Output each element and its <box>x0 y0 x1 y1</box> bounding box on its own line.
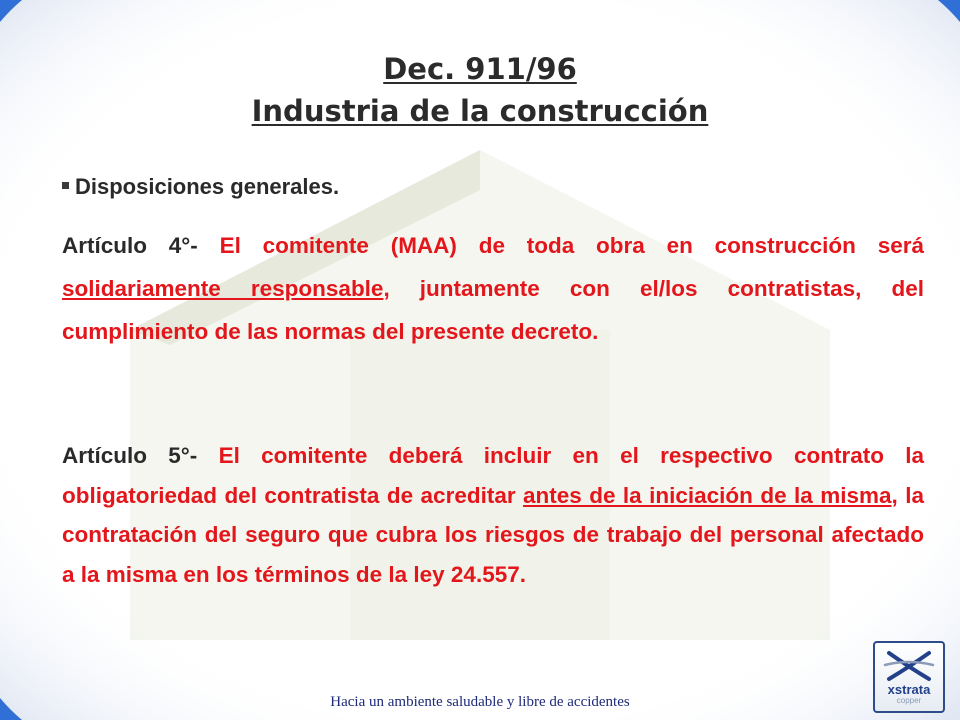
bullet-square-icon <box>62 182 69 189</box>
article-4-text: El comitente (MAA) de toda obra en construcción será <box>219 233 924 258</box>
corner-decoration-top-left <box>0 0 34 34</box>
page-title: Dec. 911/96 <box>383 52 577 86</box>
section-heading-text: Disposiciones generales. <box>75 174 340 199</box>
page-subtitle: Industria de la construcción <box>251 94 709 128</box>
article-5-text: El comitente deberá incluir en el respectivo contrato la obligatoriedad del contratista de acreditar <box>62 443 924 508</box>
article-5-label: Artículo 5°- <box>62 443 219 468</box>
article-4-text-end: , juntamente con el/los contratistas, del cumplimiento de las normas del presente decreto. <box>62 276 924 344</box>
article-5-underlined-text: antes de la iniciación de la misma <box>523 482 892 508</box>
article-5-paragraph <box>62 436 924 594</box>
company-logo <box>873 641 945 713</box>
article-5-text-end: , la contratación del seguro que cubra los riesgos de trabajo del personal afectado a la misma en los términos de la ley 24.557. <box>62 482 924 587</box>
article-4-paragraph <box>62 224 924 353</box>
corner-decoration-top-right <box>926 0 960 34</box>
article-4-underlined-text: solidariamente responsable <box>62 276 384 301</box>
section-heading <box>62 174 339 200</box>
xstrata-x-logo-icon <box>875 645 943 685</box>
footer-slogan: Hacia un ambiente saludable y libre de accidentes <box>330 694 630 710</box>
logo-subtext: copper <box>896 696 922 705</box>
article-4-label: Artículo 4°- <box>62 233 220 258</box>
logo-wordmark: xstrata <box>887 682 931 697</box>
